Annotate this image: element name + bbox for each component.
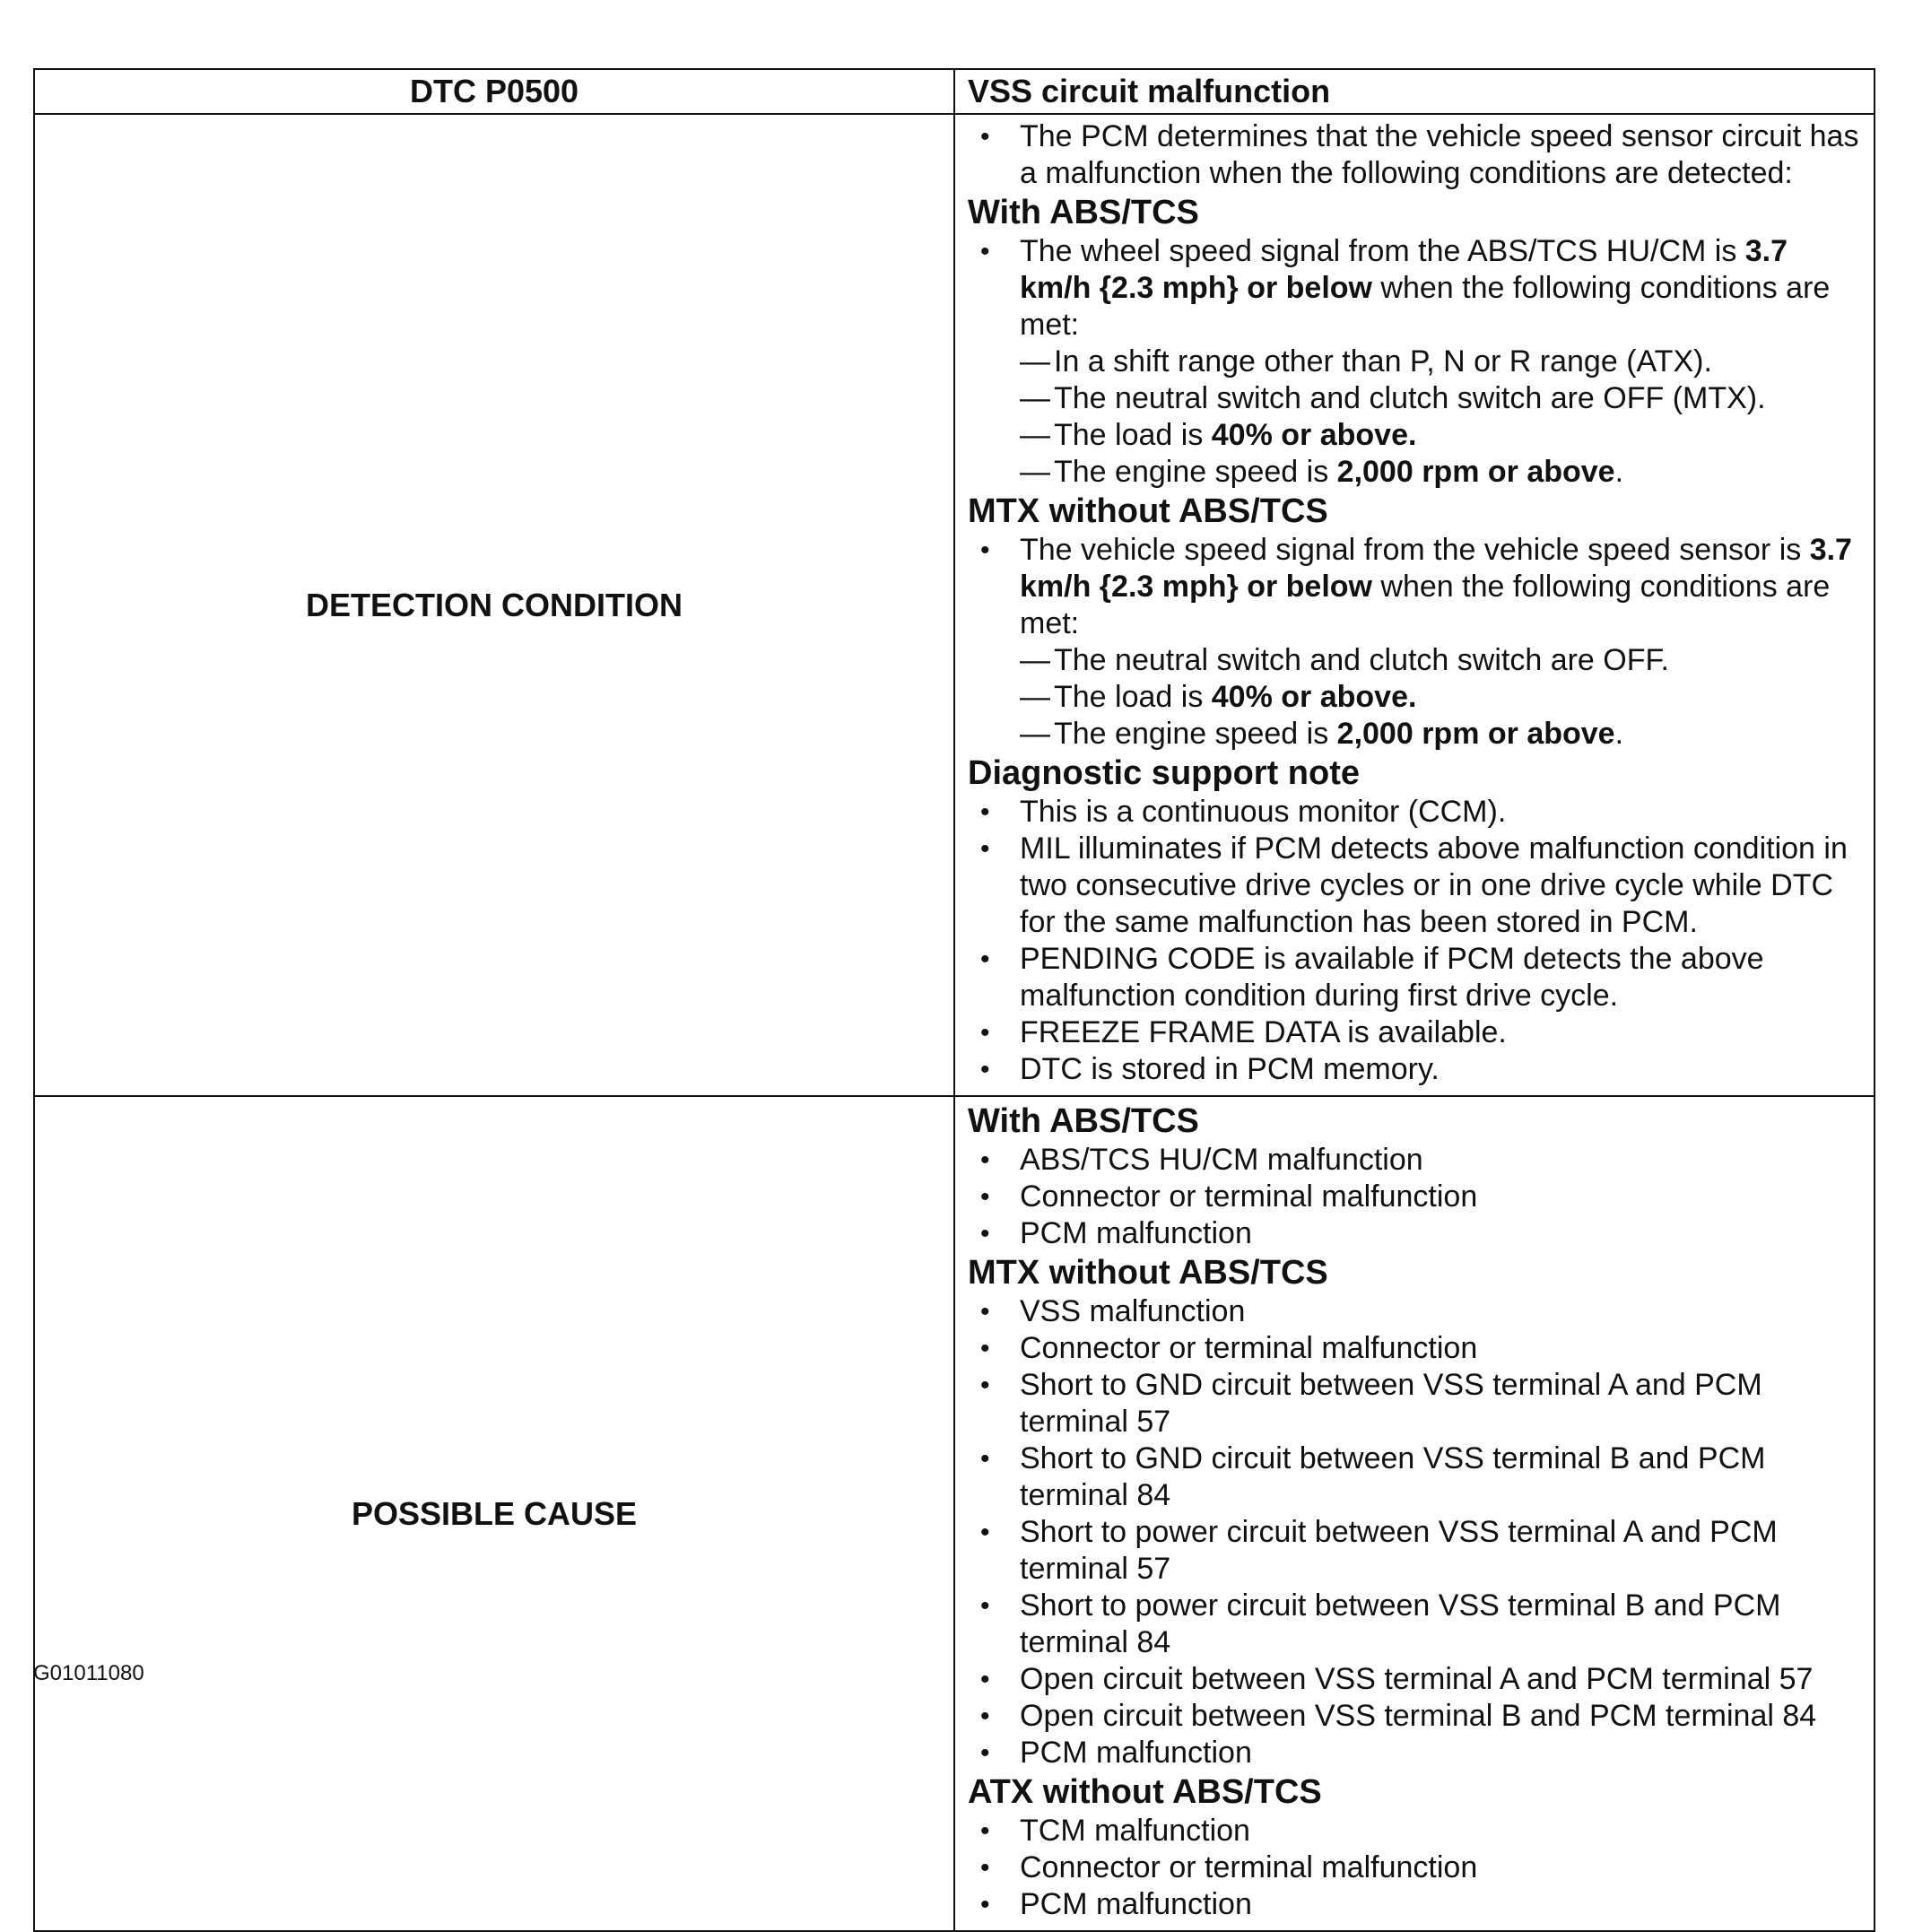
condition-item: — In a shift range other than P, N or R range (ATX). — [1020, 344, 1863, 380]
intro-item: • The PCM determines that the vehicle speed sensor circuit has a malfunction when the following conditions are detected: — [968, 118, 1863, 192]
text-span: . — [1614, 717, 1624, 751]
cause-atx-heading: ATX without ABS/TCS — [968, 1773, 1322, 1811]
detection-label: DETECTION CONDITION — [34, 114, 954, 1096]
note-item: • This is a continuous monitor (CCM). — [968, 794, 1863, 831]
header-row — [34, 69, 1875, 114]
cause-item: • Short to power circuit between VSS terminal A and PCM terminal 57 — [968, 1514, 1863, 1588]
figure-code: G01011080 — [33, 1661, 144, 1685]
cause-item: • Connector or terminal malfunction — [968, 1179, 1863, 1215]
condition-item — [1020, 417, 1863, 454]
bold-span: 40% or above. — [1211, 418, 1417, 452]
cause-label: POSSIBLE CAUSE — [34, 1096, 954, 1931]
condition-item: — The neutral switch and clutch switch are OFF (MTX). — [1020, 380, 1863, 417]
bold-span: 3.7 km/h {2.3 mph} or below — [1020, 533, 1852, 604]
text-span: when the following conditions are met: — [1020, 570, 1831, 640]
detection-mtx-list — [968, 532, 1863, 753]
note-item: • FREEZE FRAME DATA is available. — [968, 1014, 1863, 1051]
bold-span: 2,000 rpm or above — [1336, 717, 1615, 751]
text-span: when the following conditions are met: — [1020, 271, 1831, 342]
intro-list — [968, 118, 1863, 192]
cause-item: • Connector or terminal malfunction — [968, 1849, 1863, 1886]
detection-row — [34, 114, 1875, 1096]
cause-item: • Short to GND circuit between VSS terminal B and PCM terminal 84 — [968, 1440, 1863, 1514]
detection-abs-heading: With ABS/TCS — [968, 194, 1199, 231]
detection-abs-item — [968, 233, 1863, 491]
text-span: The wheel speed signal from the ABS/TCS HU/CM is — [1020, 234, 1745, 268]
detection-mtx-heading: MTX without ABS/TCS — [968, 492, 1328, 530]
detection-content — [954, 114, 1875, 1096]
support-note-list — [968, 794, 1863, 1088]
cause-content — [954, 1096, 1875, 1931]
condition-item — [1020, 716, 1863, 753]
detection-mtx-conditions — [1020, 642, 1863, 753]
condition-item — [1020, 679, 1863, 716]
cause-mtx-heading: MTX without ABS/TCS — [968, 1254, 1328, 1292]
cause-item: • PCM malfunction — [968, 1886, 1863, 1923]
text-span: The engine speed is — [1054, 717, 1337, 751]
support-note-heading: Diagnostic support note — [968, 754, 1360, 792]
cause-item: • Short to GND circuit between VSS terminal A and PCM terminal 57 — [968, 1367, 1863, 1440]
bold-span: 40% or above. — [1211, 680, 1417, 714]
detection-mtx-item — [968, 532, 1863, 753]
dtc-title: VSS circuit malfunction — [954, 69, 1875, 114]
text-span: The load is — [1054, 418, 1212, 452]
cause-item: • PCM malfunction — [968, 1215, 1863, 1252]
cause-abs-heading: With ABS/TCS — [968, 1102, 1199, 1140]
cause-item: • PCM malfunction — [968, 1735, 1863, 1771]
cause-row — [34, 1096, 1875, 1931]
detection-abs-list — [968, 233, 1863, 491]
cause-item: • Open circuit between VSS terminal A and PCM terminal 57 — [968, 1661, 1863, 1698]
cause-item: • Short to power circuit between VSS terminal B and PCM terminal 84 — [968, 1588, 1863, 1661]
text-span: The vehicle speed signal from the vehicle speed sensor is — [1020, 533, 1810, 567]
bold-span: 2,000 rpm or above — [1336, 455, 1615, 489]
dtc-code: DTC P0500 — [34, 69, 954, 114]
cause-item: • Open circuit between VSS terminal B and PCM terminal 84 — [968, 1698, 1863, 1735]
cause-mtx-list — [968, 1293, 1863, 1771]
note-item: • MIL illuminates if PCM detects above malfunction condition in two consecutive drive cycles or in one drive cycle while DTC for the same malfunction has been stored in PCM. — [968, 831, 1863, 941]
condition-item: — The neutral switch and clutch switch are OFF. — [1020, 642, 1863, 679]
detection-abs-conditions — [1020, 344, 1863, 491]
note-item: • DTC is stored in PCM memory. — [968, 1051, 1863, 1088]
text-span: . — [1614, 455, 1624, 489]
bold-span: 3.7 km/h {2.3 mph} or below — [1020, 234, 1788, 305]
cause-item: • ABS/TCS HU/CM malfunction — [968, 1142, 1863, 1179]
text-span: The load is — [1054, 680, 1212, 714]
cause-item: • VSS malfunction — [968, 1293, 1863, 1330]
cause-item: • TCM malfunction — [968, 1813, 1863, 1849]
cause-atx-list — [968, 1813, 1863, 1923]
text-span: The engine speed is — [1054, 455, 1337, 489]
dtc-table — [33, 68, 1875, 1932]
condition-item — [1020, 454, 1863, 491]
note-item: • PENDING CODE is available if PCM detects the above malfunction condition during first drive cycle. — [968, 941, 1863, 1014]
cause-item: • Connector or terminal malfunction — [968, 1330, 1863, 1367]
cause-abs-list — [968, 1142, 1863, 1252]
